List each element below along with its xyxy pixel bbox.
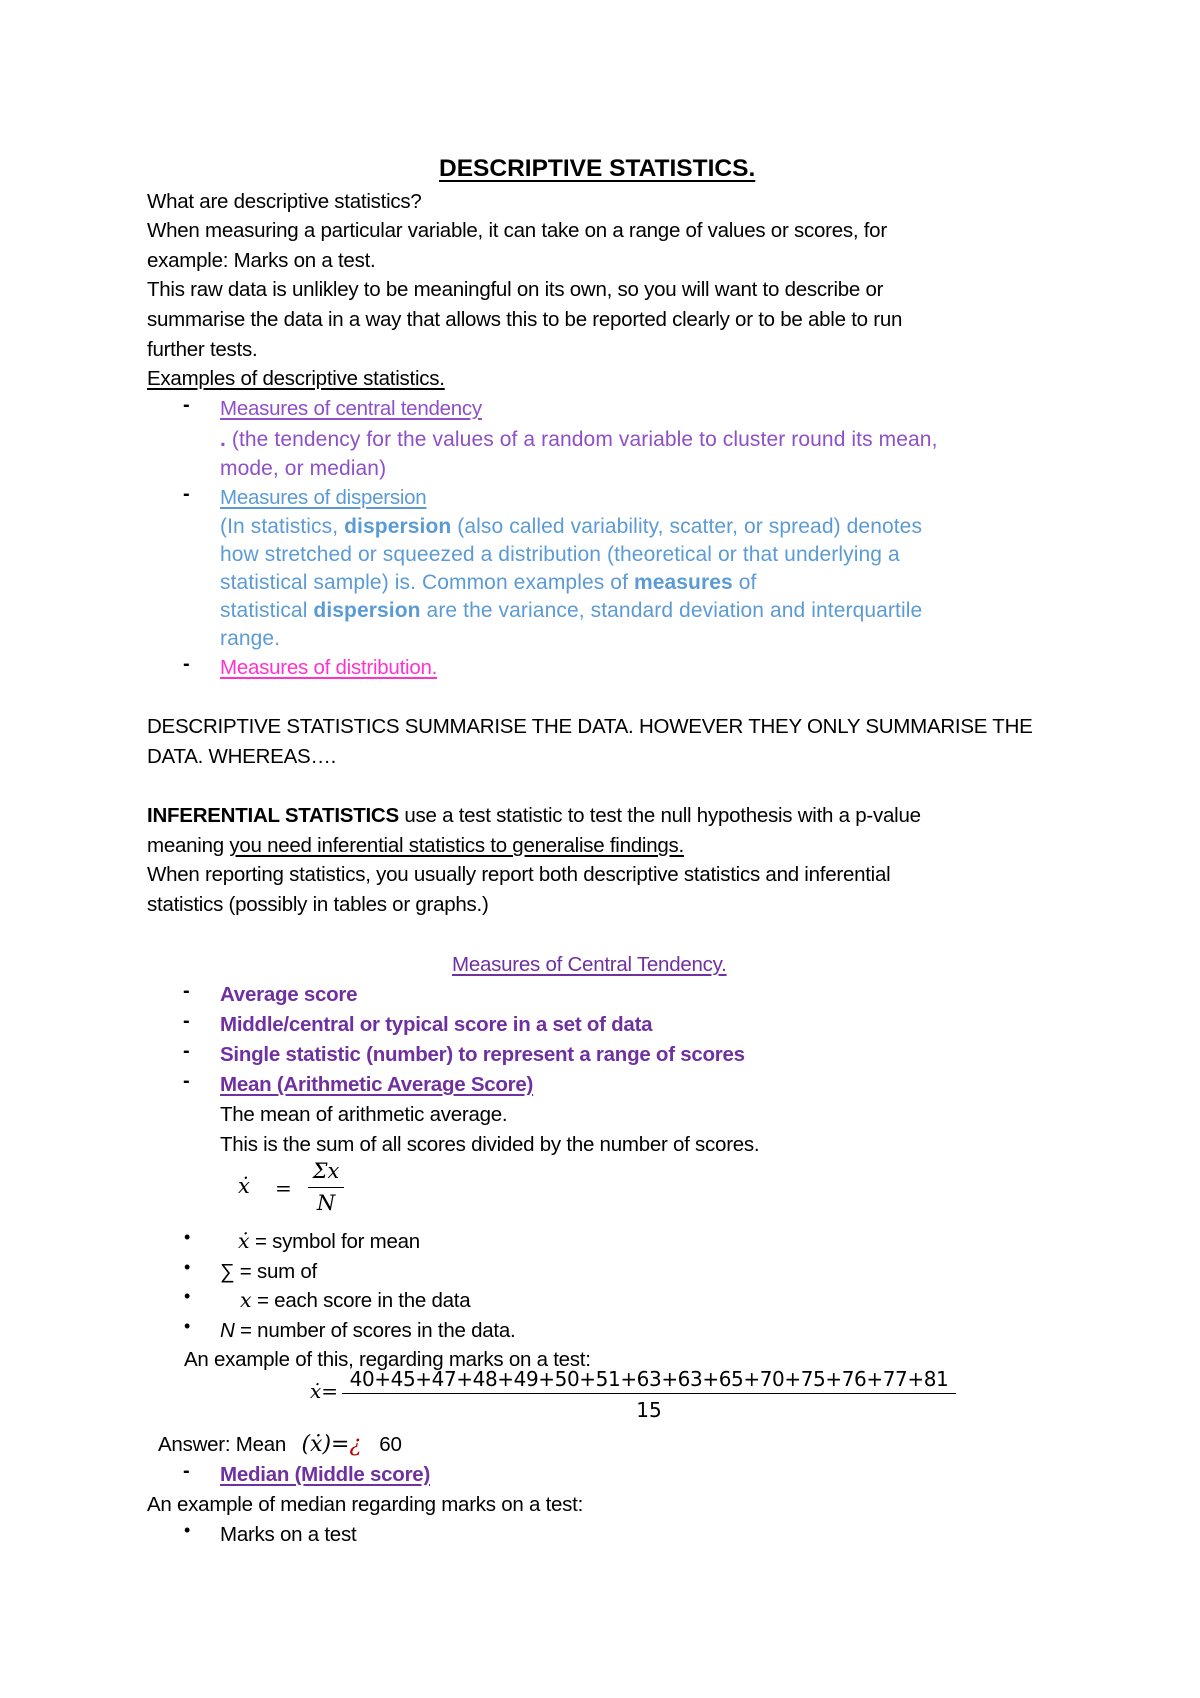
formula-denominator: N bbox=[316, 1191, 336, 1215]
formula-lhs: ẋ bbox=[238, 1174, 250, 1198]
list-dash: - bbox=[183, 1460, 190, 1482]
list-dash: - bbox=[183, 394, 190, 416]
dispersion-desc: how stretched or squeezed a distribution (theoretical or that underlying a bbox=[220, 543, 900, 566]
desc-text: statistical sample) is. Common examples of bbox=[220, 571, 634, 594]
inferential-underlined: you need inferential statistics to generalise findings. bbox=[229, 834, 684, 857]
bullet-text: = number of scores in the data. bbox=[234, 1319, 516, 1342]
mean-desc: This is the sum of all scores divided by the number of scores. bbox=[220, 1133, 760, 1156]
distribution-link[interactable]: Measures of distribution. bbox=[220, 656, 438, 679]
desc-text: statistical bbox=[220, 599, 314, 622]
desc-bold: dispersion bbox=[313, 599, 421, 622]
desc-text: of bbox=[732, 571, 757, 594]
intro-paragraph-line: This raw data is unlikley to be meaningful on its own, so you will want to describe or bbox=[147, 278, 884, 301]
inferential-line bbox=[147, 801, 921, 830]
list-dash: - bbox=[183, 1040, 190, 1062]
list-dash: - bbox=[183, 980, 190, 1002]
symbol-x: x bbox=[240, 1288, 252, 1312]
list-dash: - bbox=[183, 1070, 190, 1092]
list-dash: - bbox=[183, 483, 190, 505]
bullet-line bbox=[238, 1227, 420, 1256]
mean-desc: The mean of arithmetic average. bbox=[220, 1103, 508, 1126]
desc-text: (the tendency for the values of a random variable to cluster round its mean, bbox=[225, 428, 938, 451]
desc-bold: measures bbox=[633, 571, 733, 594]
answer-value: 60 bbox=[379, 1433, 402, 1456]
central-tendency-link[interactable]: Measures of central tendency bbox=[220, 397, 482, 420]
answer-line bbox=[158, 1430, 402, 1459]
desc-text: (also called variability, scatter, or spread) denotes bbox=[451, 515, 923, 538]
intro-paragraph-line: further tests. bbox=[147, 338, 258, 361]
inferential-text: use a test statistic to test the null hypothesis with a p-value bbox=[398, 804, 921, 827]
inferential-line: When reporting statistics, you usually report both descriptive statistics and inferential bbox=[147, 863, 891, 886]
example-fraction-bar bbox=[342, 1393, 956, 1394]
bullet-dot: • bbox=[184, 1227, 191, 1247]
mct-item: Middle/central or typical score in a set of data bbox=[220, 1013, 653, 1036]
median-bullet: Marks on a test bbox=[220, 1523, 357, 1546]
summary-line: DESCRIPTIVE STATISTICS SUMMARISE THE DATA. HOWEVER THEY ONLY SUMMARISE THE bbox=[147, 715, 1033, 738]
mct-item: Single statistic (number) to represent a range of scores bbox=[220, 1043, 745, 1066]
central-tendency-desc bbox=[220, 425, 938, 454]
intro-paragraph-line: When measuring a particular variable, it can take on a range of values or scores, for bbox=[147, 219, 887, 242]
inferential-bold: INFERENTIAL STATISTICS bbox=[147, 804, 399, 827]
answer-label: Answer: Mean bbox=[158, 1433, 292, 1456]
dispersion-desc: range. bbox=[220, 627, 281, 650]
example-numerator: 40+45+47+48+49+50+51+63+63+65+70+75+76+77+81 bbox=[349, 1367, 949, 1391]
mct-heading: Measures of Central Tendency. bbox=[452, 953, 727, 976]
bullet-text: = symbol for mean bbox=[249, 1230, 420, 1253]
inferential-line: statistics (possibly in tables or graphs.) bbox=[147, 893, 489, 916]
bullet-dot: • bbox=[184, 1257, 191, 1277]
dispersion-link[interactable]: Measures of dispersion bbox=[220, 486, 427, 509]
median-intro: An example of median regarding marks on a test: bbox=[147, 1493, 584, 1516]
formula-fraction-bar bbox=[308, 1187, 344, 1188]
desc-text: are the variance, standard deviation and interquartile bbox=[420, 599, 923, 622]
inferential-line bbox=[147, 831, 684, 860]
symbol-n: N bbox=[220, 1319, 235, 1342]
example-denominator: 15 bbox=[636, 1398, 662, 1422]
dispersion-desc bbox=[220, 596, 922, 625]
answer-paren: (ẋ)= bbox=[301, 1432, 350, 1457]
median-link[interactable]: Median (Middle score) bbox=[220, 1463, 431, 1486]
intro-question: What are descriptive statistics? bbox=[147, 190, 422, 213]
intro-paragraph-line: example: Marks on a test. bbox=[147, 249, 376, 272]
page-title: DESCRIPTIVE STATISTICS. bbox=[439, 155, 756, 182]
mean-link[interactable]: Mean (Arithmetic Average Score) bbox=[220, 1073, 534, 1096]
mct-item: Average score bbox=[220, 983, 358, 1006]
dispersion-desc bbox=[220, 512, 922, 541]
list-dash: - bbox=[183, 1010, 190, 1032]
bullet-dot: • bbox=[184, 1316, 191, 1336]
central-tendency-desc: mode, or median) bbox=[220, 457, 387, 480]
desc-dot: . bbox=[220, 428, 226, 451]
desc-bold: dispersion bbox=[344, 515, 452, 538]
formula-numerator: Σx bbox=[312, 1159, 340, 1183]
inferential-text: meaning bbox=[147, 834, 230, 857]
bullet-line bbox=[220, 1316, 515, 1345]
intro-paragraph-line: summarise the data in a way that allows this to be reported clearly or to be able to run bbox=[147, 308, 903, 331]
bullet-dot: • bbox=[184, 1520, 191, 1540]
bullet-text: = each score in the data bbox=[251, 1289, 471, 1312]
list-dash: - bbox=[183, 653, 190, 675]
bullet-line bbox=[240, 1286, 470, 1315]
symbol-mean: ẋ bbox=[238, 1229, 250, 1253]
bullet-dot: • bbox=[184, 1286, 191, 1306]
bullet-line: ∑ = sum of bbox=[220, 1260, 317, 1283]
examples-heading: Examples of descriptive statistics. bbox=[147, 367, 445, 390]
desc-text: (In statistics, bbox=[220, 515, 345, 538]
summary-line: DATA. WHEREAS…. bbox=[147, 745, 337, 768]
example-lhs: ẋ= bbox=[310, 1379, 339, 1403]
answer-glyph: ¿ bbox=[349, 1432, 362, 1457]
example-intro: An example of this, regarding marks on a test: bbox=[184, 1348, 591, 1371]
dispersion-desc bbox=[220, 568, 756, 597]
formula-equals: = bbox=[275, 1176, 292, 1200]
